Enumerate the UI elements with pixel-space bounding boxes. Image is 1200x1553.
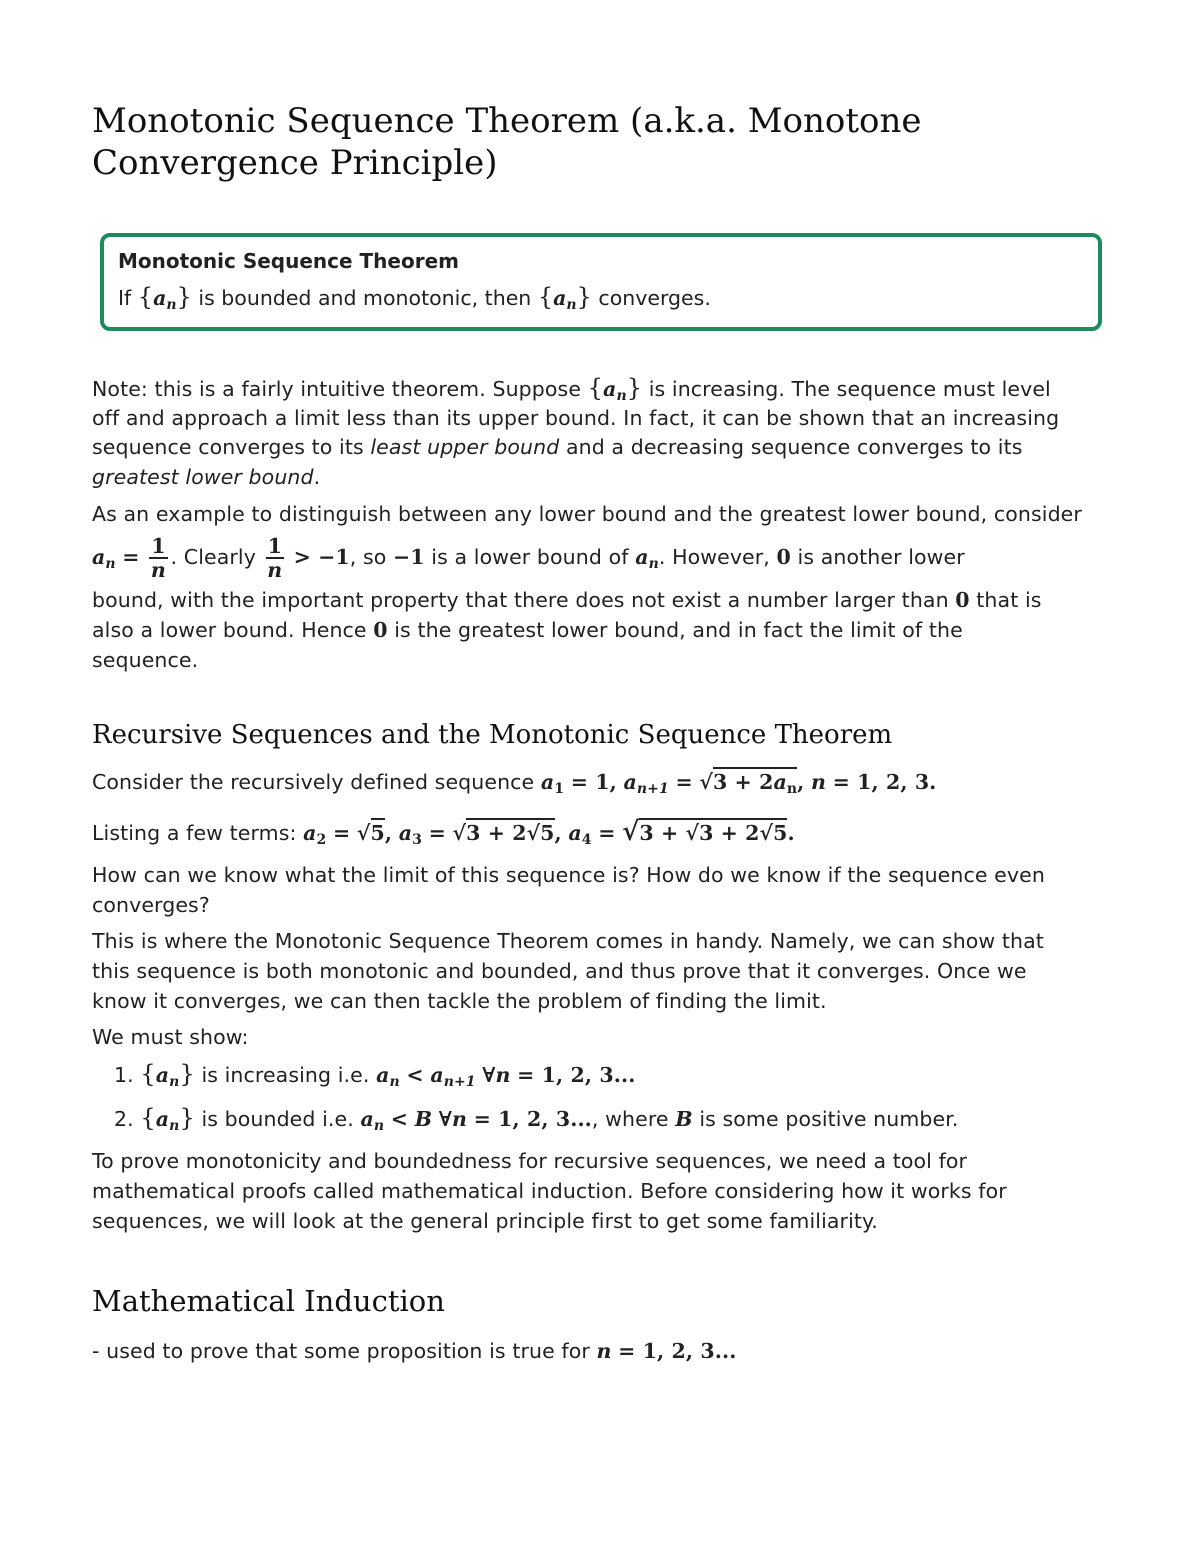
question-line-1: How can we know what the limit of this sequence is? How do we know if the sequence even — [92, 863, 1045, 887]
list-item-1: 1. $\{a_n\}$ is increasing i.e. $a_n < a_{n+1}$ ∀n = 1, 2, 3... — [114, 1060, 636, 1090]
explanation-line-1: This is where the Monotonic Sequence Theorem comes in handy. Namely, we can show that — [92, 929, 1044, 953]
fraction-1-over-n: $\frac{1}{n}$ — [150, 534, 166, 582]
example-line-3: bound, with the important property that there does not exist a number larger than 0 that is — [92, 588, 1042, 612]
section-heading-recursive: Recursive Sequences and the Monotonic Sequence Theorem — [92, 720, 893, 750]
example-line-4: also a lower bound. Hence 0 is the greatest lower bound, and in fact the limit of the — [92, 618, 963, 642]
explanation-line-3: know it converges, we can then tackle the problem of finding the limit. — [92, 989, 827, 1013]
note-line-3: sequence converges to its least upper bound and a decreasing sequence converges to its — [92, 435, 1023, 459]
induction-line-1: - used to prove that some proposition is true for n = 1, 2, 3... — [92, 1339, 737, 1363]
theorem-statement: If $\{a_n\}$ is bounded and monotonic, then $\{a_n\}$ converges. — [118, 283, 711, 313]
section-heading-induction: Mathematical Induction — [92, 1284, 445, 1318]
induction-intro-line-1: To prove monotonicity and boundedness for recursive sequences, we need a tool for — [92, 1149, 968, 1173]
recursive-definition: Consider the recursively defined sequence $a_1 = 1$, $a_{n+1} = √3 + 2a_n$, n = 1, 2, 3. — [92, 767, 936, 804]
list-item-2: 2. $\{a_n\}$ is bounded i.e. $a_n < B$ ∀n = 1, 2, 3..., where B is some positive number. — [114, 1104, 959, 1134]
theorem-heading: Monotonic Sequence Theorem — [118, 249, 459, 273]
induction-intro-line-3: sequences, we will look at the general principle first to get some familiarity. — [92, 1209, 878, 1233]
fraction-1-over-n-2: $\frac{1}{n}$ — [267, 534, 283, 582]
theorem-box — [100, 233, 1102, 331]
note-line-2: off and approach a limit less than its upper bound. In fact, it can be shown that an increasing — [92, 406, 1060, 430]
must-show-label: We must show: — [92, 1025, 249, 1049]
page-title: Monotonic Sequence Theorem (a.k.a. Monotone Convergence Principle) — [92, 101, 922, 183]
induction-intro-line-2: mathematical proofs called mathematical induction. Before considering how it works for — [92, 1179, 1007, 1203]
note-line-1: Note: this is a fairly intuitive theorem. Suppose $\{a_n\}$ is increasing. The sequence must level — [92, 374, 1051, 404]
example-line-5: sequence. — [92, 648, 199, 672]
listing-terms: Listing a few terms: $a_2 = √5$, $a_3 = √3 + 2√5$, $a_4 = √3 + √3 + 2√5$. — [92, 817, 795, 848]
note-line-4: greatest lower bound. — [92, 465, 321, 489]
explanation-line-2: this sequence is both monotonic and bounded, and thus prove that it converges. Once we — [92, 959, 1027, 983]
question-line-2: converges? — [92, 893, 210, 917]
example-line-1: As an example to distinguish between any lower bound and the greatest lower bound, consider — [92, 502, 1082, 526]
example-line-2: $a_n$ = $\frac{1}{n}$ . Clearly $\frac{1}{n}$ > −1, so −1 is a lower bound of $a_n$. However, 0 is another lower — [92, 534, 965, 582]
